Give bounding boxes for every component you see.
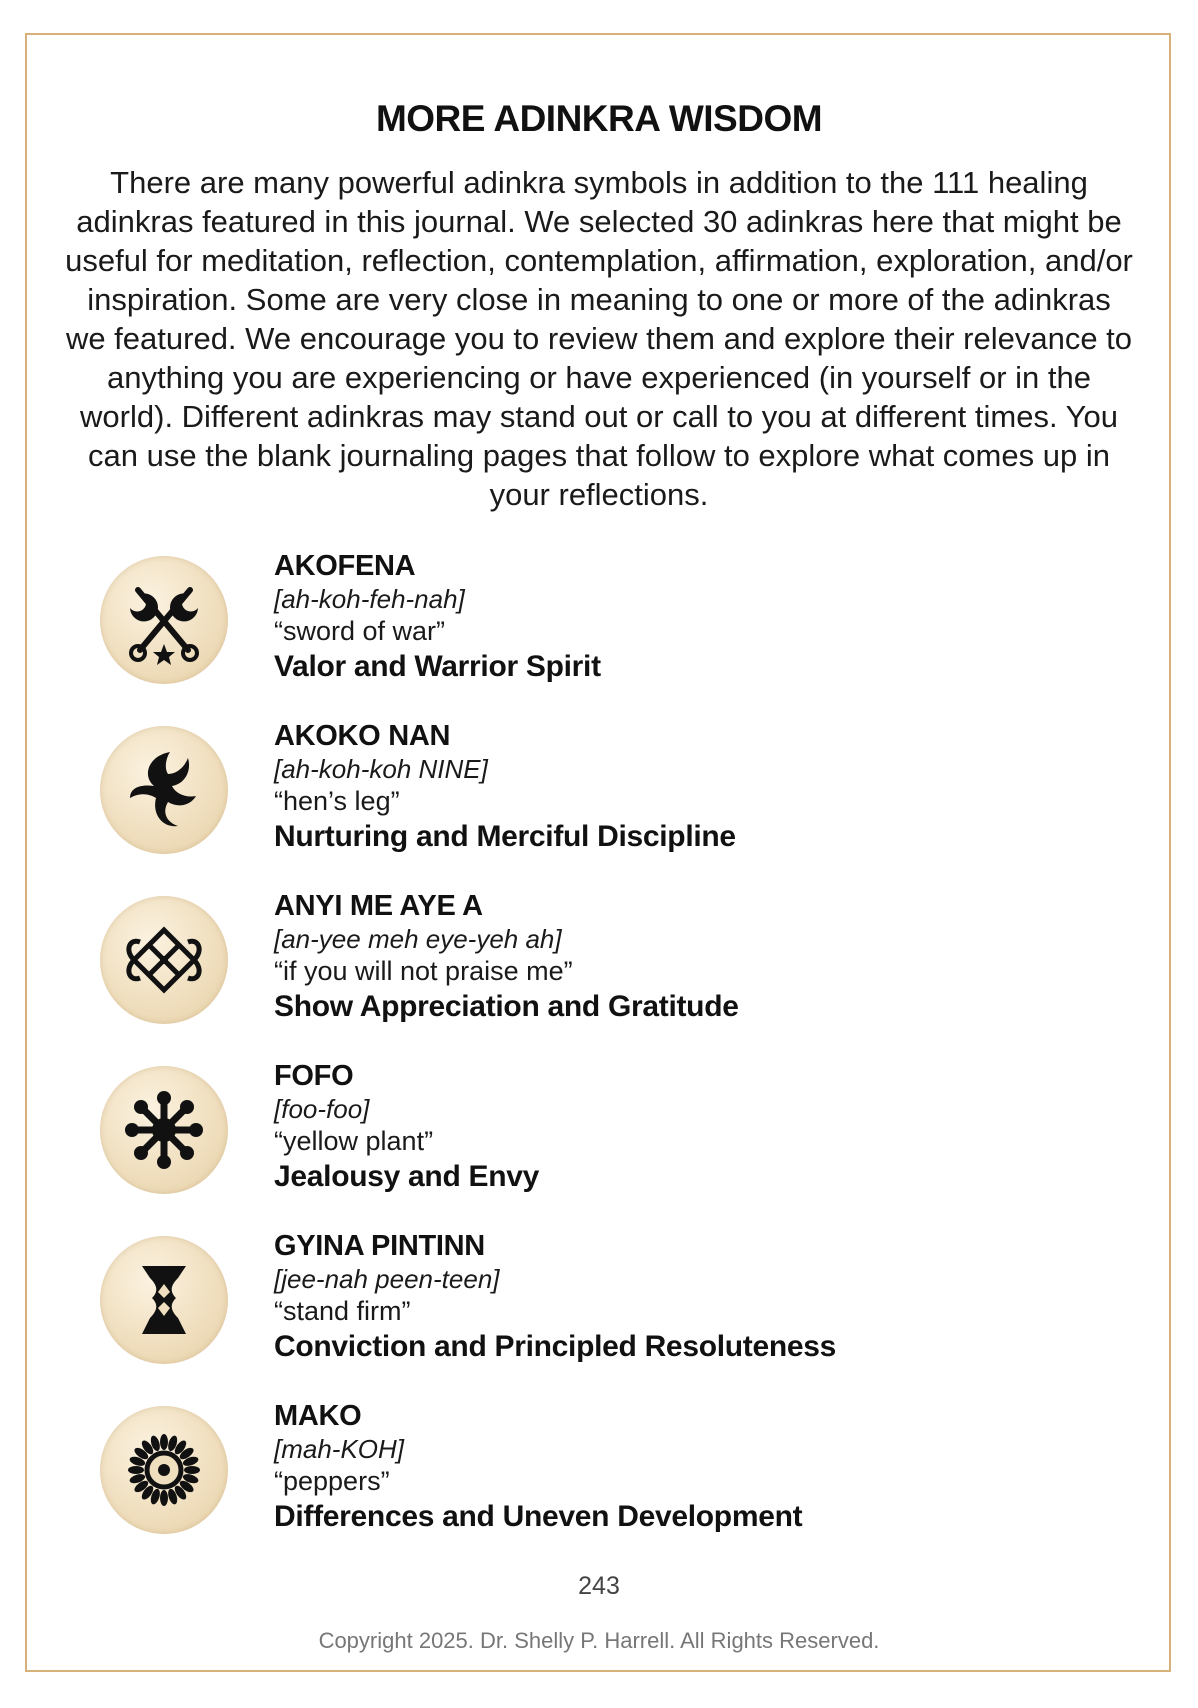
entry-pronunciation: [ah-koh-feh-nah] — [274, 584, 465, 614]
entry-pronunciation: [ah-koh-koh NINE] — [274, 754, 488, 784]
adinkra-entry-akofena — [100, 550, 1000, 690]
entry-translation: “stand firm” — [274, 1296, 411, 1326]
akofena-crossed-swords-icon — [100, 556, 228, 684]
entry-theme: Differences and Uneven Development — [274, 1500, 803, 1533]
gyina-pintinn-column-icon — [100, 1236, 228, 1364]
entry-name: AKOKO NAN — [274, 720, 451, 752]
entry-theme: Jealousy and Envy — [274, 1160, 540, 1193]
adinkra-entry-gyina-pintinn — [100, 1230, 1000, 1370]
fofo-flower-icon — [100, 1066, 228, 1194]
copyright-notice: Copyright 2025. Dr. Shelly P. Harrell. All Rights Reserved. — [318, 1628, 880, 1653]
entry-translation: “if you will not praise me” — [274, 956, 573, 986]
intro-paragraph: There are many powerful adinkra symbols in addition to the 111 healing adinkras featured in this journal. We selected 30 adinkras here that might be useful for meditation, reflection, contemplation, affirmation, exploration, and/or inspiration. Some are very close in meaning to one or more of the adinkras we featured. We encourage you to review them and explore their relevance to anything you are experiencing or have experienced (in yourself or in the world). Different adinkras may stand out or call to you at different times. You can use the blank journaling pages that follow to explore what comes up in your reflections. — [65, 165, 1133, 512]
entry-translation: “yellow plant” — [274, 1126, 434, 1156]
mako-pepper-sun-icon — [100, 1406, 228, 1534]
adinkra-entry-mako — [100, 1400, 1000, 1540]
entry-theme: Valor and Warrior Spirit — [274, 650, 601, 683]
entry-translation: “peppers” — [274, 1466, 390, 1496]
entry-name: AKOFENA — [274, 550, 416, 582]
entry-pronunciation: [mah-KOH] — [274, 1434, 405, 1464]
adinkra-entry-anyi-me-aye-a — [100, 890, 1000, 1030]
entry-name: GYINA PINTINN — [274, 1230, 485, 1262]
entry-name: FOFO — [274, 1060, 354, 1092]
entry-name: MAKO — [274, 1400, 362, 1432]
anyi-me-aye-a-diamond-icon — [100, 896, 228, 1024]
adinkra-entry-fofo — [100, 1060, 1000, 1200]
entry-translation: “sword of war” — [274, 616, 446, 646]
akoko-nan-hen-leg-icon — [100, 726, 228, 854]
entry-name: ANYI ME AYE A — [274, 890, 483, 922]
entry-theme: Show Appreciation and Gratitude — [274, 990, 739, 1023]
page-title: MORE ADINKRA WISDOM — [375, 98, 823, 139]
entry-pronunciation: [jee-nah peen-teen] — [274, 1264, 500, 1294]
entry-theme: Nurturing and Merciful Discipline — [274, 820, 736, 853]
entry-theme: Conviction and Principled Resoluteness — [274, 1330, 837, 1363]
entry-pronunciation: [an-yee meh eye-yeh ah] — [274, 924, 562, 954]
adinkra-entry-akoko-nan — [100, 720, 1000, 860]
entry-translation: “hen’s leg” — [274, 786, 400, 816]
entry-pronunciation: [foo-foo] — [274, 1094, 370, 1124]
page-number: 243 — [578, 1572, 620, 1600]
